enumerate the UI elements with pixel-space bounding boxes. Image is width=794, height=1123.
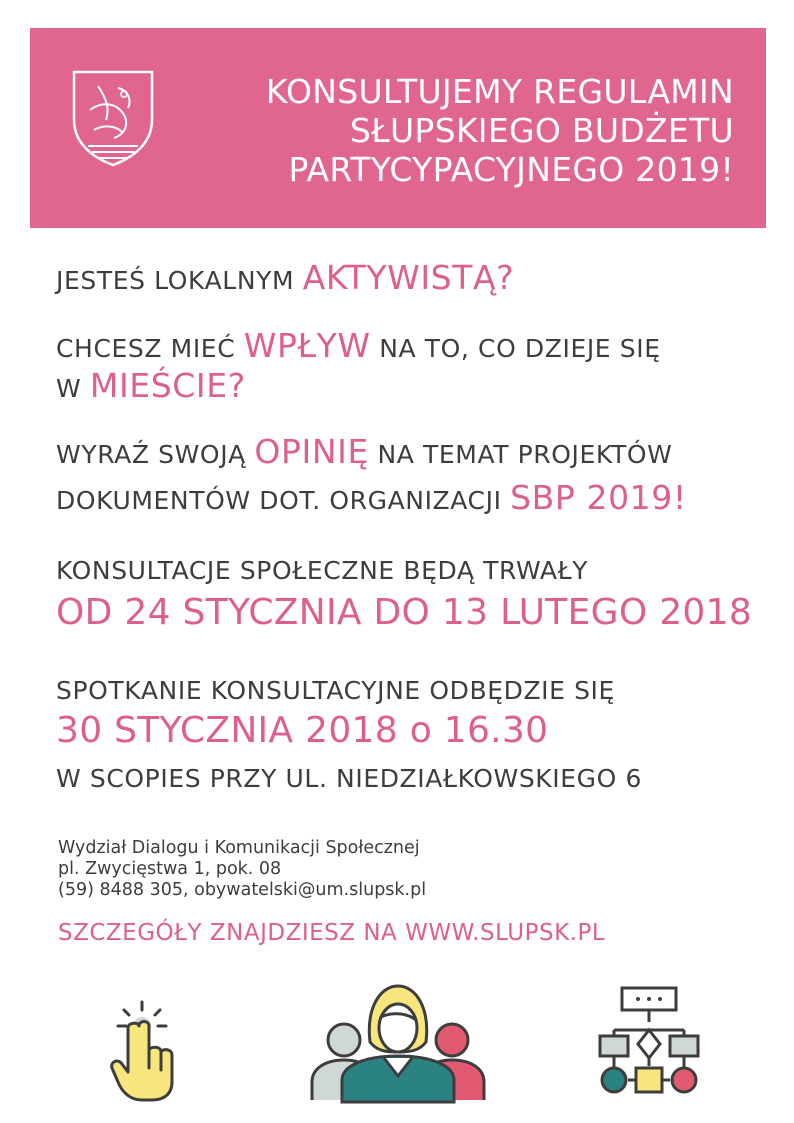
highlight-activist: AKTYWISTĄ? bbox=[302, 258, 515, 297]
question-activist: JESTEŚ LOKALNYM AKTYWISTĄ? bbox=[56, 258, 515, 297]
meeting-datetime: 30 STYCZNIA 2018 o 16.30 bbox=[56, 710, 549, 751]
flowchart-icon bbox=[594, 984, 704, 1096]
meeting-label: SPOTKANIE KONSULTACYJNE ODBĘDZIE SIĘ bbox=[56, 676, 615, 705]
title-line: SŁUPSKIEGO BUDŻETU bbox=[349, 111, 734, 150]
details-link[interactable]: SZCZEGÓŁY ZNAJDZIESZ NA WWW.SLUPSK.PL bbox=[58, 920, 606, 946]
group-people-icon bbox=[308, 982, 488, 1104]
crest-icon bbox=[70, 68, 156, 168]
title-line: PARTYCYPACYJNEGO 2019! bbox=[288, 150, 734, 189]
contact-block bbox=[58, 838, 426, 901]
page-title bbox=[174, 72, 734, 189]
contact-phone-email: (59) 8488 305, obywatelski@um.slupsk.pl bbox=[58, 880, 427, 900]
contact-address: pl. Zwycięstwa 1, pok. 08 bbox=[58, 859, 282, 879]
question-influence: CHCESZ MIEĆ WPŁYW NA TO, CO DZIEJE SIĘ bbox=[56, 326, 661, 365]
consultation-label: KONSULTACJE SPOŁECZNE BĘDĄ TRWAŁY bbox=[56, 556, 589, 585]
tap-hand-icon bbox=[104, 998, 180, 1104]
title-line: KONSULTUJEMY REGULAMIN bbox=[265, 72, 734, 111]
question-documents: DOKUMENTÓW DOT. ORGANIZACJI SBP 2019! bbox=[56, 478, 687, 517]
consultation-dates: OD 24 STYCZNIA DO 13 LUTEGO 2018 bbox=[56, 592, 753, 633]
meeting-place: W SCOPIES PRZY UL. NIEDZIAŁKOWSKIEGO 6 bbox=[56, 764, 642, 793]
highlight-city: MIEŚCIE? bbox=[89, 366, 246, 405]
highlight-opinion: OPINIĘ bbox=[254, 432, 369, 471]
highlight-sbp: SBP 2019! bbox=[510, 478, 687, 517]
question-city: W MIEŚCIE? bbox=[56, 366, 246, 405]
question-opinion: WYRAŹ SWOJĄ OPINIĘ NA TEMAT PROJEKTÓW bbox=[56, 432, 673, 471]
contact-department: Wydział Dialogu i Komunikacji Społecznej bbox=[58, 838, 420, 858]
highlight-influence: WPŁYW bbox=[243, 326, 371, 365]
